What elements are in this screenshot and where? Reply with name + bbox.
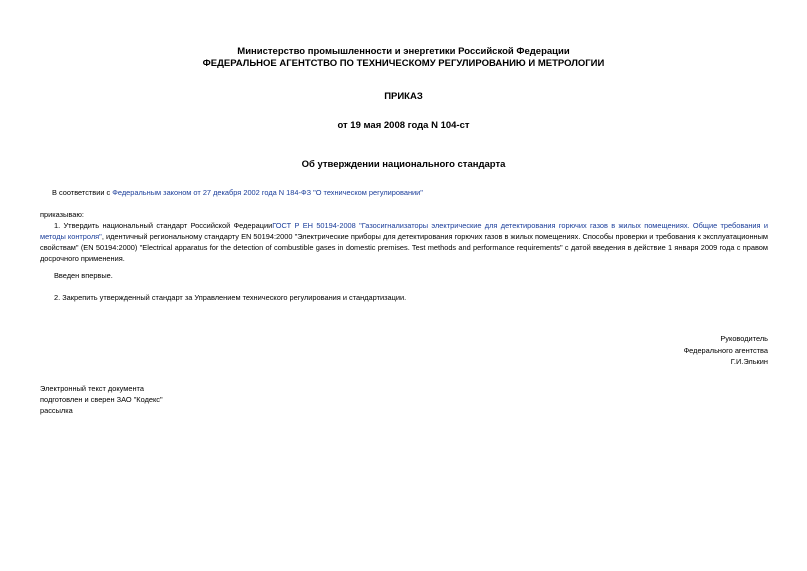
intro-prefix: В соответствии с <box>52 188 113 197</box>
agency-heading: ФЕДЕРАЛЬНОЕ АГЕНТСТВО ПО ТЕХНИЧЕСКОМУ РЕГУЛИРОВАНИЮ И МЕТРОЛОГИИ <box>202 58 605 69</box>
item-2-paragraph: 2. Закрепить утвержденный стандарт за Управлением технического регулирования и стандартизации. <box>54 293 407 302</box>
footer-line-1: Электронный текст документа <box>40 384 144 393</box>
introduced-first-text: Введен впервые. <box>54 271 113 280</box>
federal-law-link[interactable]: Федеральным законом от 27 декабря 2002 года N 184-ФЗ "О техническом регулировании" <box>112 188 423 197</box>
signature-organization: Федерального агентства <box>683 345 768 355</box>
signature-name: Г.И.Элькин <box>730 357 768 366</box>
footer-line-3: рассылка <box>40 406 73 415</box>
footer-line-2: подготовлен и сверен ЗАО "Кодекс" <box>40 395 163 404</box>
item-1-paragraph <box>40 220 768 264</box>
decree-text: приказываю: <box>40 210 84 219</box>
order-date: от 19 мая 2008 года N 104-ст <box>337 120 470 131</box>
document-title: Об утверждении национального стандарта <box>301 159 506 170</box>
item-1-prefix: 1. Утвердить национальный стандарт Российской Федерации <box>54 221 273 230</box>
standard-link[interactable]: ГОСТ Р ЕН 50194-2008 "Газосигнализаторы электрические для детектирования горючих газов в жилых помещениях. Общие требования и методы контроля" <box>40 221 768 241</box>
footer-note <box>40 383 163 416</box>
signature-position: Руководитель <box>720 334 768 343</box>
item-1-suffix: , идентичный региональному стандарту EN 50194:2000 "Электрические приборы для детектирования горючих газов в жилых помещениях. Способы проверки и требования к эксплуатационным свойствам" (EN 50194:2000) "Electrical apparatus for the detection of combustible gases in domestic premises. Test methods and performance requirements" с датой введения в действие 1 января 2009 года с правом досрочного применения. <box>40 232 768 263</box>
ministry-heading: Министерство промышленности и энергетики Российской Федерации <box>237 46 570 57</box>
order-title: ПРИКАЗ <box>384 91 423 102</box>
intro-paragraph <box>52 187 423 198</box>
signature-block <box>684 333 768 368</box>
